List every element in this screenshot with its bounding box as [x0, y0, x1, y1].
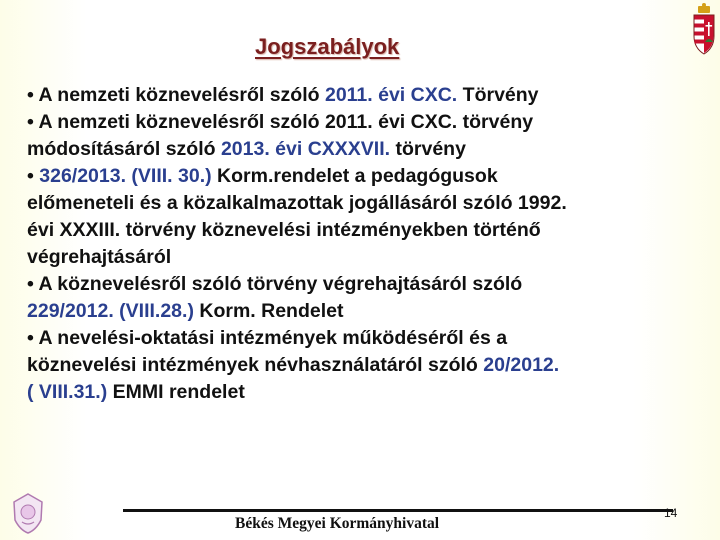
text-line: [27, 271, 697, 298]
text-line: [27, 109, 697, 136]
text-segment: •: [27, 165, 40, 187]
page-title: Jogszabályok: [255, 34, 400, 59]
text-line: [27, 163, 697, 190]
law-reference: 326/2013. (VIII. 30.): [39, 165, 212, 187]
law-reference: 2011. évi CXC.: [324, 84, 458, 106]
text-line: [27, 217, 697, 244]
text-segment: Korm.rendelet a pedagógusok: [211, 165, 498, 187]
text-segment: módosításáról szóló: [27, 138, 221, 160]
law-reference: 2013. évi CXXXVII.: [220, 138, 391, 160]
text-segment: Törvény: [457, 84, 539, 106]
text-segment: előmeneteli és a közalkalmazottak jogállásáról szóló 1992.: [27, 192, 567, 214]
text-line: [27, 325, 697, 352]
text-segment: • A köznevelésről szóló törvény végrehajtásáról szóló: [27, 273, 523, 295]
legislation-list: [27, 82, 697, 406]
law-reference: 20/2012.: [483, 354, 560, 376]
text-segment: • A nemzeti köznevelésről szóló 2011. évi CXC. törvény: [27, 111, 534, 133]
footer-divider: [123, 509, 673, 512]
text-line: [27, 190, 697, 217]
page-number: 14: [664, 506, 678, 520]
text-line: [27, 298, 697, 325]
text-segment: • A nevelési-oktatási intézmények működéséről és a: [27, 327, 508, 349]
law-reference: 229/2012. (VIII.28.): [27, 300, 194, 322]
text-segment: Korm. Rendelet: [193, 300, 344, 322]
text-line: [27, 352, 697, 379]
text-segment: EMMI rendelet: [107, 381, 245, 403]
text-segment: • A nemzeti köznevelésről szóló: [27, 84, 325, 106]
county-logo-icon: [8, 490, 48, 536]
text-segment: végrehajtásáról: [27, 246, 172, 268]
footer-organization: Békés Megyei Kormányhivatal: [235, 515, 440, 532]
text-line: [27, 244, 697, 271]
text-segment: törvény: [390, 138, 466, 160]
hungarian-coat-of-arms-icon: [690, 2, 718, 58]
text-segment: köznevelési intézmények névhasználatáról szóló: [27, 354, 484, 376]
law-reference: ( VIII.31.): [27, 381, 108, 403]
text-line: [27, 82, 697, 109]
text-segment: évi XXXIII. törvény köznevelési intézményekben történő: [27, 219, 541, 241]
text-line: [27, 379, 697, 406]
text-line: [27, 136, 697, 163]
